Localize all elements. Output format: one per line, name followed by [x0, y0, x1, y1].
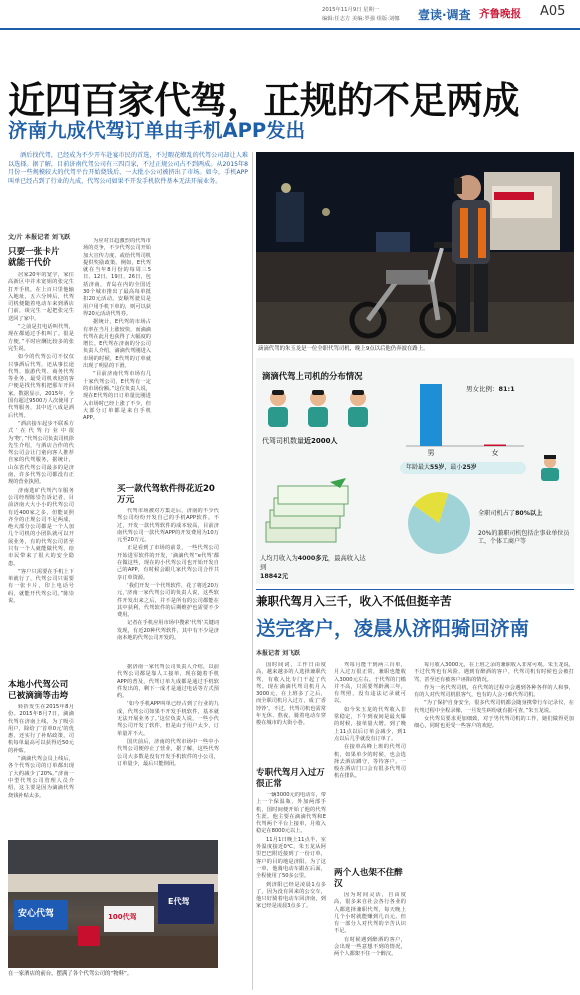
money-stack-icon — [260, 478, 356, 550]
parttime-text: 20%的兼职司机包括企事业单位员工，个体工商户等 — [478, 530, 570, 546]
part1-paragraph: 济南选矿代驾汽车服务公司经理陈崇告诉记者，目前济南大大小小的代驾公司有近400家之多，但能证照齐全的正规公司不足两成，绝大部分公司都是一个人加几个司机的小团队就可以开展业务，有的代驾公司甚至只有一个人就能做代驾，给市民带来了很大的安全隐患。 — [8, 487, 74, 567]
col2-paragraph: “目前济南代驾市场有几十家代驾公司，E代驾有一定的市场份额。”这位负责人说，现在E代驾的日订单量比刚进入市场时已经上涨了不少，但大部分订单都是来自手机APP。 — [83, 371, 151, 422]
story2-col2 — [334, 662, 406, 862]
part1-paragraph: 如今的代驾公司不仅仅只事酒后代驾，还从事长途代驾、旅游代驾、商务代驾等业务，最受司机欢迎的客户便是找代驾机把那车开回家。数据显示，2015年，全国有超过9500万人次使用了代驾服务，其中近八成是酒后代驾。 — [8, 354, 74, 419]
fulltime-pie-chart — [406, 490, 472, 556]
part3-paragraph: 正是看到了市场的前景，一些代驾公司开始进军软件的开发，‘滴滴代驾’‘e代驾’都在做这些，现在的小代驾公司也开始开发自己的APP，有时候会跟几家代驾公司合作共享订单资源。 — [117, 545, 219, 581]
column-2-body — [83, 238, 151, 478]
sign-100: 100代驾 — [108, 913, 137, 921]
part3-paragraph: ‘我们开发一个代驾软件，花了将近20万元，’济南一家代驾公司的负责人说，这些软件开发出来之后，并不是所有的公司都能在其中获利，代驾软件的后期维护也需要不少费用。 — [117, 582, 219, 619]
part2-paragraph: “滴滴代驾会员上线后，各个代驾公司的订单都出现了大约减少了20%。”济南一中型代驾公司管理人员介绍，这主要是因为滴滴代驾烧钱补贴太多。 — [8, 756, 74, 799]
driver-avatar-icon — [534, 454, 566, 482]
income-value: 4000多元 — [297, 555, 328, 562]
story2b-paragraph: 一辆3000元的电动车，带上一个保温瓶、外加两部手机，国时间便开始了他的代驾生涯。他主要在滴滴代驾和E代驾两个平台上接单，月收入稳定在8000元以上。 — [256, 792, 326, 835]
sign-edaijia: E代驾 — [168, 897, 190, 906]
byline: 文/片 本报记者 刘飞跃 — [8, 234, 71, 241]
subheadline: 济南九成代驾订单由手机APP发出 — [8, 119, 306, 142]
infographic — [256, 358, 574, 584]
age-max: 55岁 — [430, 464, 445, 471]
story2e-paragraph: 每月收入3000元，在上班之余的兼职收入非常可观。朱玉龙说，不过代驾也有风险，遇到有醉酒的客户，代驾司机有时候也会被打骂，甚至还有被客户诬陷的情况。 — [414, 662, 574, 683]
story2b-paragraph: 11月1日晚上11点半，室外温度接近0℃，朱玉龙从阿里巴巴附近接到了一份订单，客户的目的地是济阳。为了这一单，他骑电动车跟在后面，全程使用了50多公里。 — [256, 836, 326, 880]
column-1-body — [8, 272, 74, 676]
driver-count-label: 代驾司机数量 — [262, 437, 304, 445]
age-max-label: 年龄最大 — [406, 464, 431, 471]
driver-count — [262, 436, 337, 446]
column-2-body-b — [117, 508, 219, 660]
headline: 近四百家代驾，正规的不足两成 — [8, 79, 519, 122]
gender-bar-male — [420, 384, 442, 446]
photo-caption-desk: 在一家酒店的前台，摆满了各个代驾公司的“物料”。 — [8, 971, 133, 977]
col2-paragraph: 为应对日趋激烈的代驾市场的竞争，不少代驾公司开始加大宣传力度，或给代驾司机提供奖励政策。例如，E代驾就在当年8月份的每周三5日、12日、19日、26日，包括济南，青岛在内的全国近30个城市推出了最高每单抵扣20元活动。安顺驾驶员是用户用手机下单的，则可以获得20元活动代驾券。 — [83, 238, 151, 317]
fulltime-text — [478, 508, 572, 517]
story-divider — [256, 589, 574, 590]
story2-col1b — [256, 792, 326, 986]
section-title-didi: 本地小代驾公司已被滴滴等击垮 — [8, 680, 69, 701]
age-banner: 年龄最大55岁，最小25岁 — [400, 462, 526, 474]
story2-byline: 本报记者 刘飞跃 — [256, 650, 301, 657]
gender-tick-label: 男 — [427, 449, 435, 457]
part3b-paragraph: ‘如今手机APP叫单已经占到了行业的九成，代驾公司如果不开发手机软件，基本就无法开展业务了。’这位负责人说，一些小代驾公司开发了软件，但是由于用户太少，订单量并不大。 — [117, 701, 219, 737]
column-divider — [252, 152, 253, 990]
gender-ratio-value: 81:1 — [498, 385, 515, 393]
section-label: 壹读·调查 — [418, 8, 471, 22]
column-2-body-c — [117, 664, 219, 834]
fulltime-pct: 80%以上 — [515, 510, 543, 517]
story2d-paragraph: 有时候遇到醉酒的客户，会出现一些意想不到的情况，两个人都架不住一个醉汉。 — [334, 936, 406, 958]
section-title-cards: 只要一张卡片就能干代价 — [8, 247, 60, 268]
gender-bar-female — [484, 445, 506, 447]
col2-paragraph: 据统计，E代驾的市场占有率在当月上涨较快，而滴滴代驾在此月也获得了大幅度的增长。E代驾在济南的分公司负责人介绍，滴滴代驾刚进入市场的时候，E代驾的订单就出现了明显的下滑。 — [83, 319, 151, 370]
driver-figures-icon — [260, 388, 380, 432]
part1-paragraph: 居家20年的宽宇，家住高新区中并未宽姐的张完生打开手机，在上百只里他输入地址，五六分钟后，代驾司机便随着电动车来到酒店门前，谈完生一起把张完生送回了家中。 — [8, 272, 74, 322]
gender-ratio-label: 男女比例：81:1 — [466, 385, 515, 393]
age-min-label: 最小 — [450, 464, 463, 471]
story2-col3 — [414, 662, 574, 988]
header-date: 2015年11月9日 星期一 — [322, 7, 380, 13]
section-title-software: 买一款代驾软件得花近20万元 — [117, 484, 215, 505]
income-label: 人均月收入为 — [260, 555, 298, 562]
story2c-paragraph: 驾每月能干到两三百单，月入过万很正常，兼职也能收入3000元左右。于代驾的门槛并不高，只需要驾龄满三年，有驾照，没有违法记录就可以。 — [334, 662, 406, 705]
masthead-logo: 齐鲁晚报 — [479, 8, 521, 20]
income-text: 人均月收入为4000多元，最高收入达到 18842元 — [260, 555, 366, 580]
gender-tick-label: 女 — [491, 449, 499, 457]
part3b-paragraph: 国庆前后，济南的代驾市场中一些中小代驾公司便停止了营业，据了解，这些代驾公司大多数是没有开发手机软件的小公司，订单量少，最后只能倒闭。 — [117, 738, 219, 767]
income-top-label: 最高收入达到 — [260, 555, 366, 571]
photo-front-desk — [8, 840, 218, 968]
gender-ratio-prefix: 男女比例 — [466, 385, 492, 393]
story2e-paragraph: “为了保护自身安全，很多代驾司机都会随身携带行车记录仪，在代驾过程中全程录像，一旦发生纠纷就有据可查，”朱玉龙说。 — [414, 700, 574, 714]
story2a-paragraph: 国时间词，工作日由度高，越来越多的人选择兼职代驾，有收入比专门干起了代驾。现在滴滴代驾司机月入3000元，在上班多了之后，而全职司机月入过万，成了‘香饽饽’。不过，代驾司机也需常年无休、熬夜，骑着电动车穿梭在城市的大街小巷。 — [256, 662, 326, 727]
photo-caption-driver: 滴滴代驾的朱玉龙是一位全职代驾司机，晚上9点以后他仍奔波在路上。 — [258, 346, 429, 352]
story2c-paragraph: 如今朱玉龙的代驾收入非常稳定，下午到夜间是最火爆的时候，接单量大增。到了晚上11点以后订单会减少，到1点以后几乎就没有订单了。 — [334, 706, 406, 742]
part1-paragraph: “之前是打电话叫代驾，现在都通过手机叫了。很是方便，”平时应酬比较多的张完生说。 — [8, 324, 74, 352]
story2d-paragraph: 因为时间灵活，自由度高，很多来自社会各行各业的人都选择兼职代驾，每天晚上几个小时就能赚到几百元。但有一部分人对代驾的辛苦认识不足。 — [334, 892, 406, 935]
income-top: 18842元 — [260, 573, 289, 580]
column-1-body-b — [8, 704, 74, 834]
fulltime-label: 全职司机占了 — [478, 510, 516, 517]
header-editors: 编辑:任志方 美编:罗强 组版:刘娜 — [322, 16, 400, 22]
story2-headline: 送完客户，凌晨从济阳骑回济南 — [256, 617, 530, 640]
driver-count-value: 近2000人 — [304, 437, 338, 445]
story2e-paragraph: 作为一名代驾司机，在代驾的过程中会遇到各种各样的人和事，有的人对代驾司机很客气，也有的人会刁难代驾司机。 — [414, 684, 574, 699]
gender-bar-chart — [406, 366, 526, 458]
infographic-title: 滴滴代驾上司机的分布情况 — [262, 371, 363, 381]
story2-kicker: 兼职代驾月入三千，收入不低但挺辛苦 — [256, 594, 452, 608]
story2-col1 — [256, 662, 326, 762]
part3-paragraph: 代驾市场被对方集走后，济南的不少代驾公司纷纷开发自己的手机APP软件。不过，开发一款代驾软件的成本较高，目前济南代驾公司一款代驾APP的开发费用为10万元至20万元。 — [117, 508, 219, 544]
photo-driver-night — [256, 152, 574, 344]
part2-paragraph: 转折发生在2015年8月份。2015年8月7日，滴滴代驾在济南上线，为了吸引用户，除给了‘首单0元’的优惠，还实行了补贴政策，司机每单最高可以获得近50元的补贴。 — [8, 704, 74, 754]
header-rule — [0, 28, 580, 30]
story2b-paragraph: 到济阳已经是凌晨1点多了，因为没有回来的公交车，他只好骑着电动车回济南，到家已经是凌晨3点多了。 — [256, 881, 326, 910]
part3-paragraph: 记者在手机应用市场中搜索‘代驾’关键词发现，有近20种代驾软件，其中有不少是济南本地的代驾公司开发的。 — [117, 620, 219, 642]
part1-paragraph: “酒店接车起步不联系方式‘在代驾行业中很为‘物’，”代驾公司负责司机徐先生介绍，与酒店合作的代驾公司会让门童向客人推荐自家的代驾服务，据统计，山东省代驾公司最多的是济南，许多代驾公司都没有正规的营业执照。 — [8, 420, 74, 486]
lead-paragraph: 酒后找代驾，已经成为不少开车赴宴市民的首选，不过暇花缭乱的代驾公司却让人难以选择。据了解，目前济南代驾公司有三四百家，不过正规公司占不到两成。从2015年8月份一些规模较大的代驾平台开始烧钱后，一大批小公司被挤出了市场。如今，手机APP叫单已经占到了行业的九成，代驾公司如果不开发手机软件基本无法开展业务。 — [8, 152, 248, 185]
story2c-paragraph: 在接单高峰上班的代驾司机，如果单少的时候，也会选择去酒店蹲守，等待客户。一般在酒店门口会有很多代驾司机在排队。 — [334, 744, 406, 780]
story2-subtitle-drunk: 两个人也架不住醉汉 — [334, 868, 403, 889]
story2-col2b — [334, 892, 406, 988]
night-scene-illustration — [256, 152, 574, 344]
part1-paragraph: “客户只需要在手机上下单就行了，代驾公司只需要有一张卡片，印上电话号码，就能开代驾公司。”陈崇说。 — [8, 568, 74, 605]
part3b-paragraph: 据济南一家代驾公司负责人介绍，以前代驾公司都是靠人工接单，现在随着手机APP的普及，代驾订单九成都是通过手机软件发出的，剩下一成才是通过电话等方式预约。 — [117, 664, 219, 700]
sign-anxin: 安心代驾 — [18, 909, 55, 919]
page-number: A05 — [540, 4, 566, 19]
story2e-paragraph: 女代驾员要求更加细致，对于男代驾司机的工作，她们做得更加细心，同时也更受一些客户的欢迎。 — [414, 716, 574, 730]
story2-subtitle-fulltime: 专职代驾月入过万很正常 — [256, 768, 325, 789]
age-min: 25岁 — [462, 464, 477, 471]
